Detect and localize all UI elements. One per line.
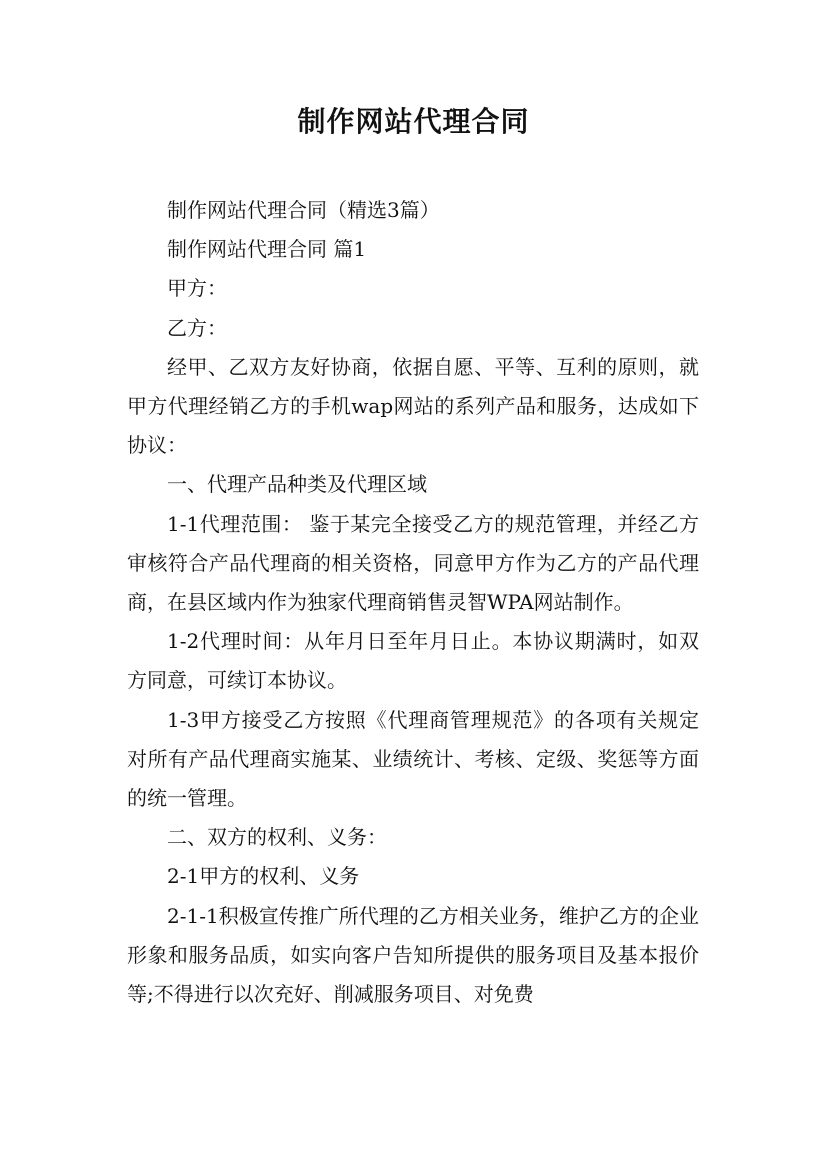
intro-paragraph: 经甲、乙双方友好协商，依据自愿、平等、互利的原则，就甲方代理经销乙方的手机wap网站的系列产品和服务，达成如下协议： <box>127 354 699 458</box>
clause-heading: 二、双方的权利、义务： <box>167 825 387 850</box>
document-title: 制作网站代理合同 <box>297 105 530 138</box>
clause-paragraph: 1-1代理范围： 鉴于某完全接受乙方的规范管理，并经乙方审核符合产品代理商的相关资格，同意甲方作为乙方的产品代理商，在县区域内作为独家代理商销售灵智WPA网站制作。 <box>127 511 699 615</box>
clause-paragraph: 2-1-1积极宣传推广所代理的乙方相关业务，维护乙方的企业形象和服务品质，如实向客户告知所提供的服务项目及基本报价等;不得进行以次充好、削减服务项目、对免费 <box>127 903 699 1007</box>
document-body <box>127 191 699 1014</box>
clause-paragraph: 1-3甲方接受乙方按照《代理商管理规范》的各项有关规定对所有产品代理商实施某、业绩统计、考核、定级、奖惩等方面的统一管理。 <box>127 707 699 811</box>
clause-paragraph: 1-2代理时间：从年月日至年月日止。本协议期满时，如双方同意，可续订本协议。 <box>127 629 699 693</box>
party-a-line: 甲方： <box>167 276 227 301</box>
clause-heading: 一、代理产品种类及代理区域 <box>167 472 427 497</box>
subtitle-paragraph: 制作网站代理合同（精选3篇） <box>167 198 440 222</box>
clause-subheading: 2-1甲方的权利、义务 <box>167 864 360 889</box>
party-b-line: 乙方： <box>167 315 227 340</box>
section-heading: 制作网站代理合同 篇1 <box>167 237 367 262</box>
